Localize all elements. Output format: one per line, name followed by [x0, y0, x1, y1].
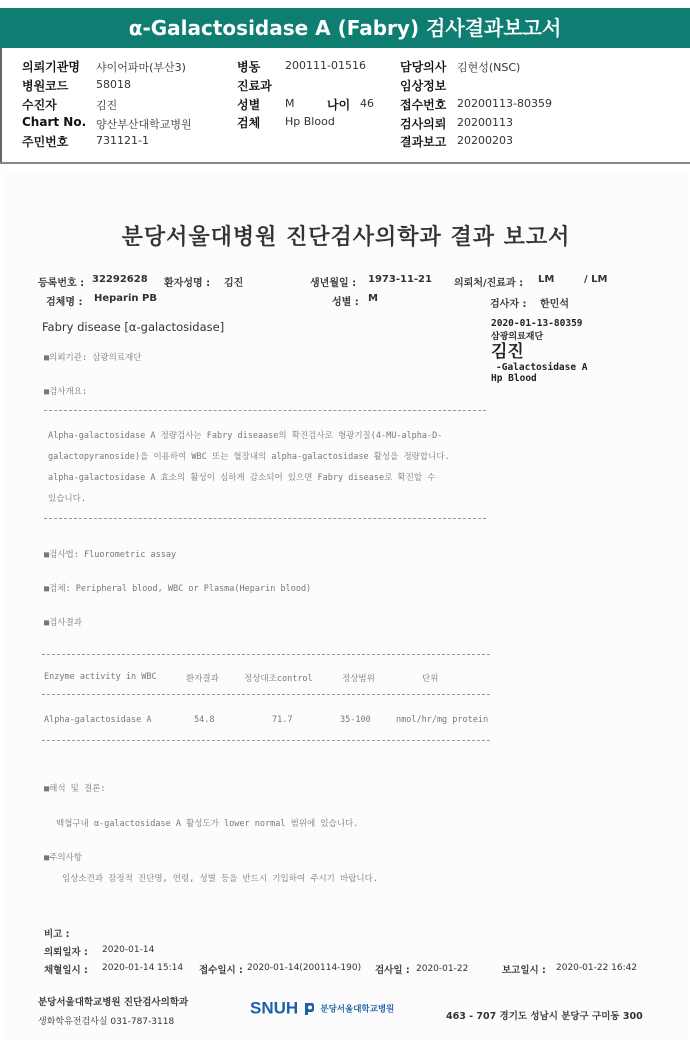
value-receipt-time: 2020-01-14(200114-190) [247, 963, 362, 973]
overview-line-4: 있습니다. [48, 494, 86, 504]
value-result-report: 20200203 [457, 134, 513, 147]
label-age: 나이 [327, 98, 351, 112]
table-cell-control: 71.7 [272, 715, 293, 725]
label-specimen: 검체 [237, 116, 261, 130]
notes-heading: ■주의사항 [44, 853, 82, 863]
value-referral-dept-2: / LM [584, 274, 608, 285]
value-referral-dept: LM [538, 274, 555, 285]
value-hospital-code: 58018 [96, 78, 131, 91]
value-patient: 김진 [96, 99, 118, 112]
method-line: ■검사법: Fluorometric assay [44, 550, 177, 560]
value-request-date: 2020-01-14 [102, 945, 155, 955]
stamp-line-1: 2020-01-13-80359 [491, 318, 583, 329]
value-patient-name: 김진 [224, 278, 244, 289]
table-cell-range: 35-100 [340, 715, 371, 725]
table-header-enzyme: Enzyme activity in WBC [44, 672, 157, 682]
overview-line-3: alpha-galactosidase A 효소의 활성이 심하게 감소되어 있으면 Fabry disease로 확진할 수 [48, 473, 436, 483]
label-request-date: 의뢰일자 : [44, 947, 88, 958]
value-collection-time: 2020-01-14 15:14 [102, 963, 184, 973]
label-report-time: 보고일시 : [502, 965, 546, 976]
table-cell-unit: nmol/hr/mg protein [396, 715, 489, 725]
scanned-report [4, 172, 688, 1040]
label-clinical-info: 임상정보 [400, 79, 447, 93]
table-header-range: 정상범위 [342, 674, 375, 684]
interpretation-heading: ■해석 및 결론: [44, 784, 106, 794]
overview-heading: ■검사개요: [44, 387, 88, 397]
stamp-line-5: Hp Blood [491, 373, 537, 384]
label-resident-no: 주민번호 [22, 135, 69, 149]
table-bottom-rule [42, 740, 490, 741]
label-chart-no: Chart No. [22, 115, 87, 129]
label-referral-dept: 의뢰처/진료과 : [454, 278, 524, 289]
label-department: 진료과 [237, 79, 272, 93]
remarks-label: 비고 : [44, 929, 70, 940]
label-requesting-institution: 의뢰기관명 [22, 60, 80, 74]
table-header-control: 정상대조control [244, 674, 313, 684]
stamp-line-3: 김진 [491, 342, 524, 362]
value-report-sex: M [368, 293, 378, 304]
value-receipt-no: 20200113-80359 [457, 97, 552, 110]
label-hospital-code: 병원코드 [22, 79, 69, 93]
value-specimen: Hp Blood [285, 115, 335, 128]
value-chart-no: 양산부산대학교병원 [96, 118, 192, 131]
header-divider [0, 162, 690, 164]
value-registration-no: 32292628 [92, 274, 148, 285]
snuh-logo-text: SNUH [250, 998, 299, 1018]
label-test-date: 검사일 : [375, 965, 410, 976]
value-examiner: 한민석 [540, 299, 569, 310]
snuh-logo-name: 분당서울대학교병원 [320, 1004, 395, 1015]
value-sex: M [285, 97, 295, 110]
value-test-date: 2020-01-22 [416, 964, 469, 974]
sample-line: ■검체: Peripheral blood, WBC or Plasma(Heparin blood) [44, 584, 312, 594]
label-specimen-name: 검체명 : [46, 297, 83, 308]
value-test-request: 20200113 [457, 116, 513, 129]
value-ward: 200111-01516 [285, 59, 366, 72]
value-report-time: 2020-01-22 16:42 [556, 963, 638, 973]
table-top-rule [42, 654, 490, 655]
value-dob: 1973-11-21 [368, 274, 432, 285]
footer-organization: 분당서울대학교병원 진단검사의학과 [38, 997, 189, 1008]
test-name: Fabry disease [α-galactosidase] [42, 320, 225, 334]
label-ward: 병동 [237, 60, 261, 74]
table-cell-patient: 54.8 [194, 715, 215, 725]
label-test-request: 검사의뢰 [400, 117, 447, 131]
report-title: 분당서울대병원 진단검사의학과 결과 보고서 [121, 225, 571, 250]
divider [44, 518, 486, 519]
label-examiner: 검사자 : [490, 299, 527, 310]
snuh-emblem-icon [303, 1001, 315, 1017]
footer-address: 463 - 707 경기도 성남시 분당구 구미동 300 [446, 1011, 643, 1022]
label-attending-physician: 담당의사 [400, 60, 447, 74]
report-banner-title: α-Galactosidase A (Fabry) 검사결과보고서 [0, 8, 690, 48]
label-collection-time: 채혈일시 : [44, 965, 88, 976]
stamp-line-2: 삼광의료재단 [491, 332, 544, 342]
table-header-unit: 단위 [422, 674, 439, 684]
table-header-patient: 환자결과 [186, 674, 219, 684]
label-patient-name: 환자성명 : [164, 278, 211, 289]
value-age: 46 [360, 97, 374, 110]
label-result-report: 결과보고 [400, 135, 447, 149]
value-attending-physician: 김현성(NSC) [457, 61, 521, 74]
overview-line-1: Alpha-galactosidase A 정량검사는 Fabry diseaase의 확진검사로 형광기질(4-MU-alpha-D- [48, 431, 443, 441]
footer-lab-phone: 생화학유전검사실 031-787-3118 [38, 1017, 175, 1027]
stamp-line-4: -Galactosidase A [496, 362, 588, 373]
value-specimen-name: Heparin PB [94, 293, 157, 304]
interpretation-text: 백혈구내 α-galactosidase A 활성도가 lower normal 범위에 있습니다. [56, 819, 359, 829]
label-registration-no: 등록번호 : [38, 278, 85, 289]
result-heading: ■검사결과 [44, 618, 82, 628]
divider [44, 410, 486, 411]
label-dob: 생년월일 : [310, 278, 357, 289]
table-cell-enzyme: Alpha-galactosidase A [44, 715, 152, 725]
label-receipt-no: 접수번호 [400, 98, 447, 112]
specimen-stamp [491, 318, 661, 384]
overview-line-2: galactopyranoside)을 이용하여 WBC 또는 혈장내의 alpha-galactosidase 활성을 정량합니다. [48, 452, 450, 462]
label-patient: 수진자 [22, 98, 57, 112]
label-receipt-time: 접수일시 : [199, 965, 243, 976]
notes-text: 임상소견과 잠정적 진단명, 연령, 성별 등을 반드시 기입하여 주시기 바랍니다. [62, 874, 378, 884]
institution-line: ■의뢰기관: 삼광의료재단 [44, 353, 142, 363]
label-sex: 성별 [237, 98, 261, 112]
snuh-logo [250, 998, 394, 1022]
label-report-sex: 성별 : [332, 297, 359, 308]
value-resident-no: 731121-1 [96, 134, 149, 147]
summary-header [0, 0, 690, 165]
value-requesting-institution: 샤이어파마(부산3) [96, 61, 186, 74]
table-mid-rule [42, 694, 490, 695]
